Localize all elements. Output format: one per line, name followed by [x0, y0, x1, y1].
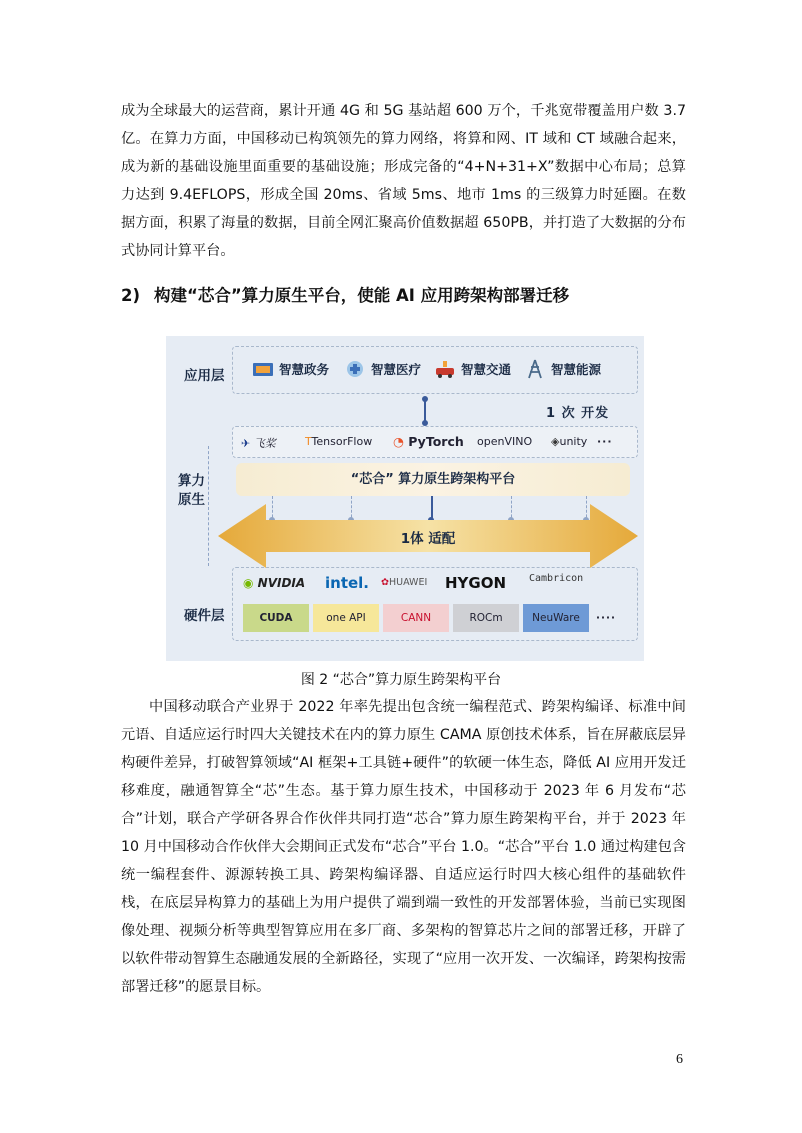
health-icon: [343, 359, 367, 379]
vendor-hygon: HYGON: [445, 574, 507, 592]
framework-paddle: ✈ 飞桨: [241, 437, 276, 450]
paragraph-text-1: 成为全球最大的运营商，累计开通 4G 和 5G 基站超 600 万个，千兆宽带覆盖用户数 3.7 亿。在算力方面，中国移动已构筑领先的算力网络，将算和网、IT 域和 CT 域融合起来，成为新的基础设施里面重要的基础设施；形成完备的“4+N+31+X”数据中心布局；总算力达到 9.4EFLOPS，形成全国 20ms、省域 5ms、地市 1ms 的三级算力时延圈。在数据方面，积累了海量的数据，目前全网汇聚高价值数据超 650PB，并打造了大数据的分布式协同计算平台。: [121, 103, 686, 259]
vendor-label: HUAWEI: [388, 577, 428, 588]
intro-paragraph: [121, 97, 686, 265]
framework-row: [232, 426, 638, 458]
app-health: [343, 359, 421, 379]
chip-more: ····: [596, 612, 616, 624]
traffic-icon: [433, 359, 457, 379]
framework-unity: ◈unity: [551, 435, 588, 448]
gov-icon: [251, 359, 275, 379]
paragraph-text-2: 中国移动联合产业界于 2022 年率先提出包含统一编程范式、跨架构编译、标准中间元语、自适应运行时四大关键技术在内的算力原生 CAMA 原创技术体系，旨在屏蔽底层异构硬件差异，打破智算领域“AI 框架+工具链+硬件”的软硬一体生态，降低 AI 应用开发迁移难度，融通智算全“芯”生态。基于算力原生技术，中国移动于 2023 年 6 月发布“芯合”计划，联合产学研各界合作伙伴共同打造“芯合”算力原生跨架构平台，并于 2023 年 10 月中国移动合作伙伴大会期间正式发布“芯合”平台 1.0。“芯合”平台 1.0 通过构建包含统一编程套件、源源转换工具、跨架构编译器、自适应运行时四大核心组件的基础软件栈，在底层异构算力的基础上为用户提供了端到端一致性的开发部署体验，当前已实现图像处理、视频分析等典型智算应用在多厂商、多架构的智算芯片之间的部署迁移，开辟了以软件带动智算生态融通发展的全新路径，实现了“应用一次开发、一次编译，跨架构按需部署迁移”的愿景目标。: [121, 699, 686, 995]
chip-oneapi: one API: [313, 604, 379, 632]
chip-rocm: ROCm: [453, 604, 519, 632]
compute-label-line-2: 原生: [178, 492, 205, 508]
framework-label: TensorFlow: [311, 435, 373, 448]
app-energy: [523, 359, 601, 379]
framework-more: ···: [597, 435, 613, 448]
figure-caption: 图 2 “芯合”算力原生跨架构平台: [300, 672, 502, 688]
platform-bar: “芯合” 算力原生跨架构平台: [236, 463, 630, 496]
vendor-intel: intel.: [325, 574, 370, 592]
framework-label: PyTorch: [408, 434, 464, 449]
section-heading: [121, 282, 686, 310]
hardware-row: [232, 567, 638, 641]
framework-label: unity: [559, 435, 588, 448]
compute-label-line-1: 算力: [178, 473, 205, 489]
app-label: 智慧交通: [461, 362, 512, 377]
app-traffic: [433, 359, 511, 379]
framework-tensorflow: TTensorFlow: [305, 435, 373, 448]
app-label: 智慧政务: [279, 362, 330, 377]
architecture-figure: [166, 336, 644, 661]
energy-icon: [523, 359, 547, 379]
connector-line: [424, 398, 426, 422]
chip-neuware: NeuWare: [523, 604, 589, 632]
page-number: 6: [676, 1052, 683, 1067]
app-layer-label: 应用层: [184, 368, 225, 384]
vendor-nvidia: ◉ NVIDIA: [243, 576, 306, 590]
framework-pytorch: ◔ PyTorch: [393, 434, 464, 449]
vendor-huawei: ✿HUAWEI: [381, 577, 428, 588]
chip-cann: CANN: [383, 604, 449, 632]
chip-cuda: CUDA: [243, 604, 309, 632]
app-label: 智慧医疗: [371, 362, 422, 377]
heading-text: 构建“芯合”算力原生平台，使能 AI 应用跨架构部署迁移: [154, 286, 570, 305]
heading-number: 2): [121, 286, 141, 305]
app-layer-row: [232, 346, 638, 394]
app-gov: [251, 359, 329, 379]
develop-once-label: 1 次 开发: [546, 406, 610, 421]
vendor-cambricon: Cambricon: [529, 573, 584, 584]
compute-bracket-line: [208, 446, 209, 566]
app-label: 智慧能源: [551, 362, 602, 377]
framework-openvino: openVINO: [477, 435, 533, 448]
vendor-label: NVIDIA: [257, 576, 306, 590]
framework-label: 飞桨: [253, 437, 276, 450]
compute-native-label: [178, 472, 205, 510]
hw-layer-label: 硬件层: [184, 608, 225, 624]
adapt-label: 1体 适配: [400, 531, 456, 547]
body-paragraph: [121, 693, 686, 1001]
